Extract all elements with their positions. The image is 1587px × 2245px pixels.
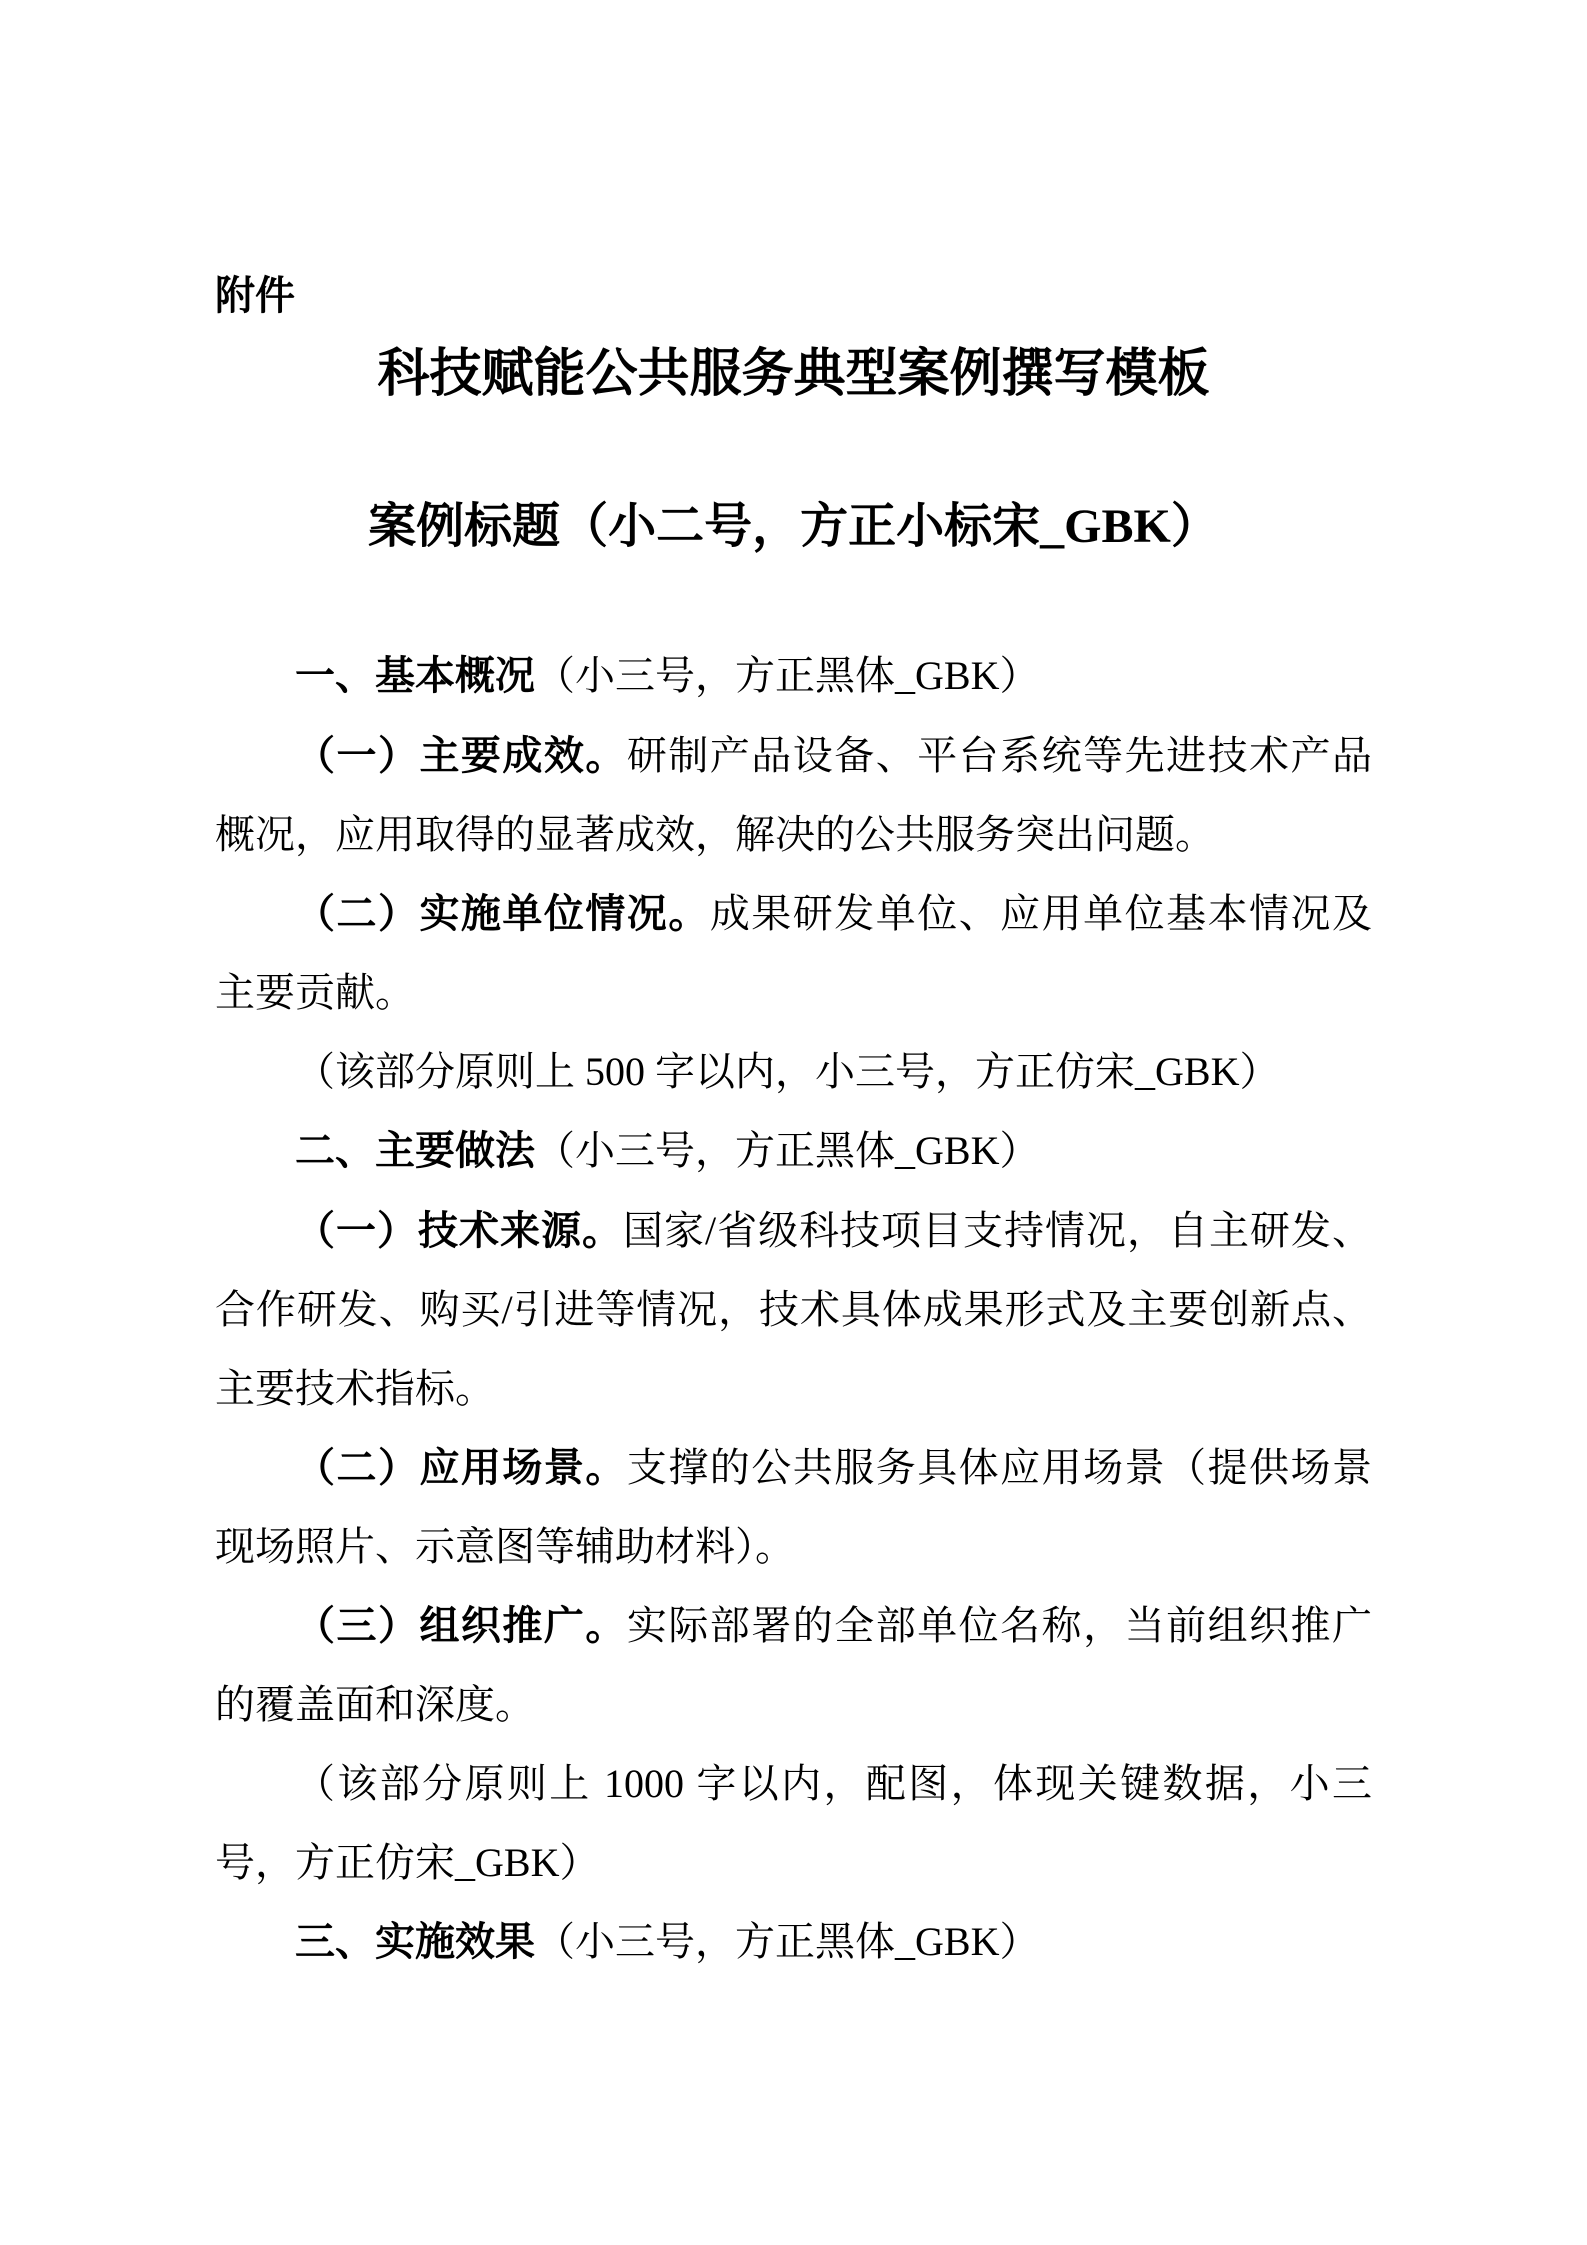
note-paragraph: [215, 1744, 1372, 1902]
doc-title: 科技赋能公共服务典型案例撰写模板: [377, 346, 1210, 403]
attachment-label: 附件: [215, 274, 295, 318]
paragraph-text: 国家/省级科技项目支持情况，自主研发、合作研发、购买/引进等情况，技术具体成果形式及主要创新点、主要技术指标。: [215, 1208, 1372, 1411]
note-paragraph: [215, 1032, 1372, 1111]
paragraph-lead: （一）技术来源。: [295, 1208, 623, 1253]
section-heading: [215, 636, 1372, 716]
paragraph-text: 成果研发单位、应用单位基本情况及主要贡献。: [215, 891, 1373, 1015]
paragraph-lead: （二）实施单位情况。: [295, 891, 710, 936]
paragraph-lead: （三）组织推广。: [295, 1603, 627, 1648]
section-heading-text: 三、实施效果: [295, 1920, 535, 1964]
paragraph-lead: （二）应用场景。: [295, 1445, 627, 1490]
note-text: （该部分原则上 500 字以内，小三号，方正仿宋_GBK）: [295, 1049, 1280, 1094]
paragraph-text: 支撑的公共服务具体应用场景（提供场景现场照片、示意图等辅助材料）。: [215, 1445, 1373, 1569]
section-heading-note: （小三号，方正黑体_GBK）: [535, 1128, 1040, 1173]
note-text: （该部分原则上 1000 字以内，配图，体现关键数据，小三号，方正仿宋_GBK）: [215, 1761, 1372, 1885]
section-heading-text: 二、主要做法: [295, 1129, 535, 1173]
paragraph-text: 实际部署的全部单位名称，当前组织推广的覆盖面和深度。: [215, 1603, 1373, 1727]
paragraph-text: 研制产品设备、平台系统等先进技术产品概况，应用取得的显著成效，解决的公共服务突出问题。: [215, 733, 1373, 857]
body-paragraph: [215, 874, 1372, 1032]
section-heading-note: （小三号，方正黑体_GBK）: [535, 653, 1040, 698]
body-paragraph: [215, 1586, 1372, 1744]
body-paragraph: [215, 716, 1372, 874]
body-paragraph: [215, 1428, 1372, 1586]
body-paragraph: [215, 1191, 1372, 1428]
section-heading: [215, 1111, 1372, 1191]
section-heading: [215, 1902, 1372, 1982]
section-heading-text: 一、基本概况: [295, 654, 535, 698]
paragraph-lead: （一）主要成效。: [295, 733, 627, 778]
case-title: 案例标题（小二号，方正小标宋_GBK）: [368, 500, 1219, 553]
section-heading-note: （小三号，方正黑体_GBK）: [535, 1919, 1040, 1964]
document-body: [215, 636, 1372, 1982]
